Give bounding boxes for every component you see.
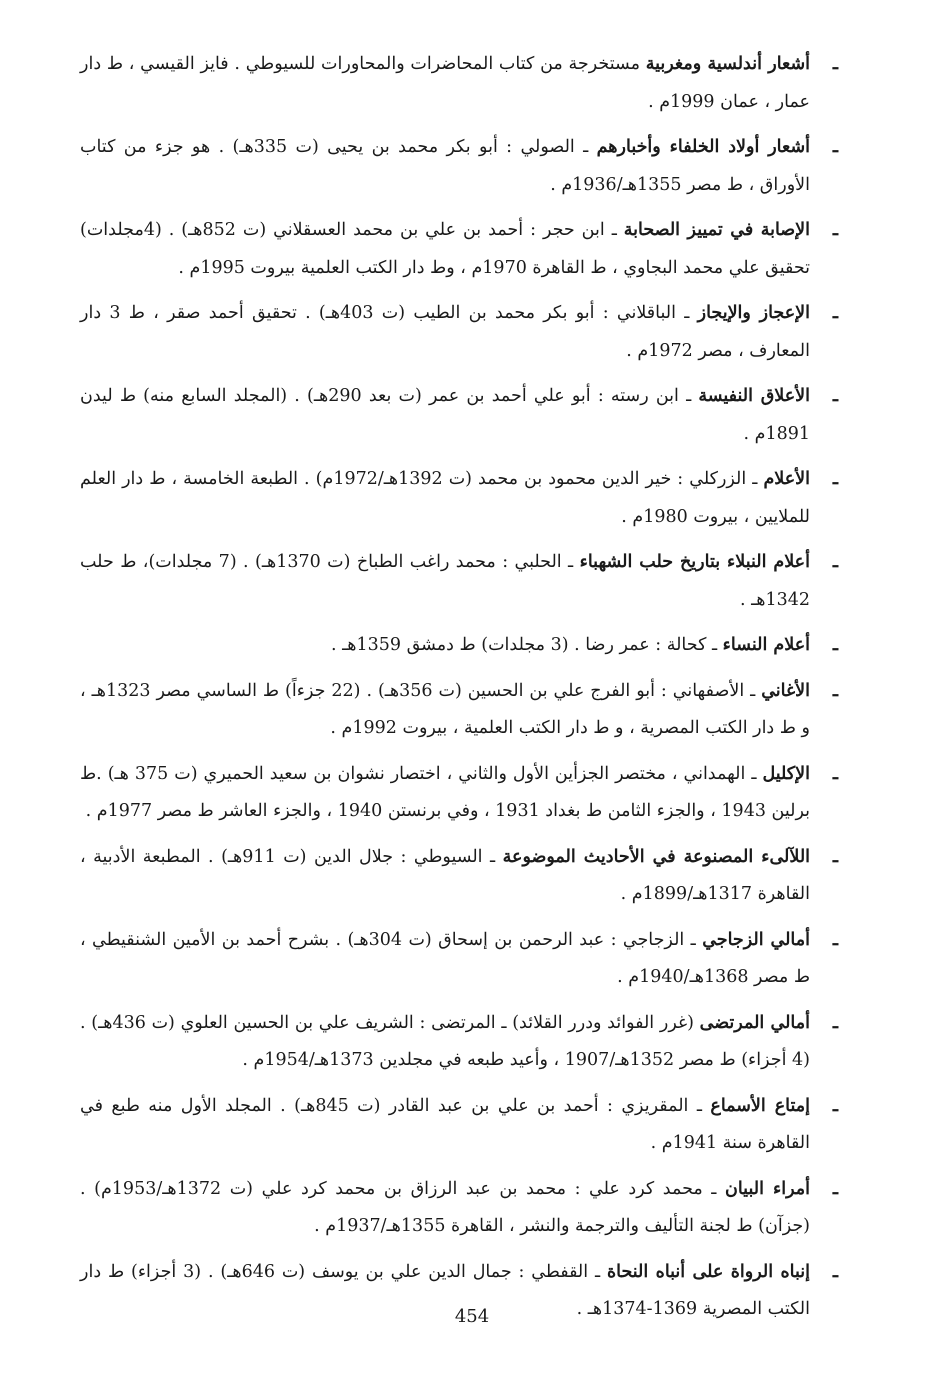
entry-text: ـ المقريزي : أحمد بن علي بن عبد القادر (ت 845هـ) . المجلد الأول منه طبع في القاهرة سنة 1941م . — [80, 1095, 810, 1153]
entry-text: ـ الهمداني ، مختصر الجزأين الأول والثاني ، اختصار نشوان بن سعيد الحميري (ت 375 هـ) .ط برلين 1943 ، والجزء الثامن ط بغداد 1931 ، وفي برنستن 1940 ، والجزء العاشر ط مصر 1977م . — [80, 763, 810, 821]
bibliography-entry — [80, 212, 838, 287]
entry-text: ـ القفطي : جمال الدين علي بن يوسف (ت 646هـ) . (3 أجزاء) ط دار الكتب المصرية 1369-1374هـ . — [80, 1261, 810, 1319]
bibliography-entry — [80, 756, 838, 831]
bibliography-entry — [80, 544, 838, 619]
entry-text: ـ الأصفهاني : أبو الفرج علي بن الحسين (ت 356هـ) . (22 جزءاً) ط الساسي مصر 1323هـ ، و ط دار الكتب المصرية ، و ط دار الكتب العلمية ، بيروت 1992م . — [80, 680, 810, 738]
entry-text: ـ السيوطي : جلال الدين (ت 911هـ) . المطبعة الأدبية ، القاهرة 1317هـ/1899م . — [80, 846, 810, 904]
entry-dash: ـ — [832, 635, 838, 655]
entry-dash: ـ — [832, 1178, 838, 1199]
entry-dash: ـ — [832, 846, 838, 867]
entry-title: الإصابة في تمييز الصحابة — [623, 220, 810, 240]
bibliography-entry — [80, 673, 838, 748]
entry-dash: ـ — [832, 386, 838, 406]
entry-text: ـ كحالة : عمر رضا . (3 مجلدات) ط دمشق 1359هـ . — [330, 635, 718, 655]
bibliography-entry — [80, 922, 838, 997]
bibliography-entry — [80, 1005, 838, 1080]
entry-text: ـ ابن رسته : أبو علي أحمد بن عمر (ت بعد 290هـ) . (المجلد السابع منه) ط ليدن 1891م . — [80, 386, 810, 444]
entry-title: الأعلام — [763, 469, 810, 489]
entry-title: الإعجاز والإيجاز — [697, 303, 811, 323]
entry-dash: ـ — [832, 220, 838, 240]
entry-dash: ـ — [832, 1012, 838, 1033]
bibliography-entry — [80, 129, 838, 204]
entry-text: ـ محمد كرد علي : محمد بن عبد الرزاق بن محمد كرد علي (ت 1372هـ/1953م) . (جزآن) ط لجنة التأليف والترجمة والنشر ، القاهرة 1355هـ/1937م . — [80, 1178, 810, 1236]
bibliography-entry — [80, 378, 838, 453]
page-number: 454 — [454, 1306, 490, 1327]
bibliography-entry — [80, 627, 838, 665]
entry-title: إمتاع الأسماع — [710, 1095, 811, 1116]
entry-title: أشعار أولاد الخلفاء وأخبارهم — [596, 137, 810, 157]
entry-title: أشعار أندلسية ومغربية — [645, 54, 810, 74]
bibliography-entry — [80, 839, 838, 914]
entry-dash: ـ — [832, 552, 838, 572]
entry-title: الأغاني — [761, 680, 811, 701]
entry-dash: ـ — [832, 763, 838, 784]
entry-title: أعلام النبلاء بتاريخ حلب الشهباء — [579, 552, 810, 572]
bibliography-entry — [80, 46, 838, 121]
entry-text: ـ ابن حجر : أحمد بن علي بن محمد العسقلاني (ت 852هـ) . (4مجلدات) تحقيق علي محمد البجاوي ، ط القاهرة 1970م ، وط دار الكتب العلمية بيروت 1995م . — [80, 220, 810, 278]
entry-title: الأعلاق النفيسة — [698, 386, 811, 406]
bibliography-list — [80, 46, 838, 1329]
entry-title: اللآلىء المصنوعة في الأحاديث الموضوعة — [502, 846, 811, 867]
bibliography-entry — [80, 295, 838, 370]
entry-dash: ـ — [832, 1095, 838, 1116]
entry-title: أمالي الزجاجي — [702, 929, 810, 950]
bibliography-entry — [80, 1088, 838, 1163]
entry-dash: ـ — [832, 680, 838, 701]
bibliography-page — [80, 46, 838, 1337]
entry-text: ـ الزركلي : خير الدين محمود بن محمد (ت 1392هـ/1972م) . الطبعة الخامسة ، ط دار العلم للملايين ، بيروت 1980م . — [80, 469, 810, 527]
entry-title: أمالي المرتضى — [699, 1012, 810, 1033]
bibliography-entry — [80, 1171, 838, 1246]
entry-text: ـ الحلبي : محمد راغب الطباخ (ت 1370هـ) . (7 مجلدات)، ط حلب 1342هـ . — [80, 552, 810, 610]
entry-title: أعلام النساء — [722, 635, 810, 655]
entry-text: (غرر الفوائد ودرر القلائد) ـ المرتضى : الشريف علي بن الحسين العلوي (ت 436هـ) . (4 أجزاء) ط مصر 1352هـ/1907 ، وأعيد طبعه في مجلدين 1373هـ/1954م . — [80, 1012, 810, 1070]
entry-text: ـ الصولي : أبو بكر محمد بن يحيى (ت 335هـ) . هو جزء من كتاب الأوراق ، ط مصر 1355هـ/1936م . — [80, 137, 810, 195]
entry-title: الإكليل — [762, 763, 810, 784]
entry-text: مستخرجة من كتاب المحاضرات والمحاورات للسيوطي . فايز القيسي ، ط دار عمار ، عمان 1999م . — [80, 54, 810, 112]
entry-title: إنباه الرواة على أنباه النحاة — [606, 1261, 810, 1282]
entry-title: أمراء البيان — [725, 1178, 811, 1199]
entry-text: ـ الزجاجي : عبد الرحمن بن إسحاق (ت 304هـ) . بشرح أحمد بن الأمين الشنقيطي ، ط مصر 1368هـ/1940م . — [80, 929, 810, 987]
entry-dash: ـ — [832, 137, 838, 157]
entry-dash: ـ — [832, 1261, 838, 1282]
entry-text: ـ الباقلاني : أبو بكر محمد بن الطيب (ت 403هـ) . تحقيق أحمد صقر ، ط 3 دار المعارف ، مصر 1972م . — [80, 303, 810, 361]
entry-dash: ـ — [832, 929, 838, 950]
entry-dash: ـ — [832, 54, 838, 74]
entry-dash: ـ — [832, 469, 838, 489]
bibliography-entry — [80, 461, 838, 536]
entry-dash: ـ — [832, 303, 838, 323]
